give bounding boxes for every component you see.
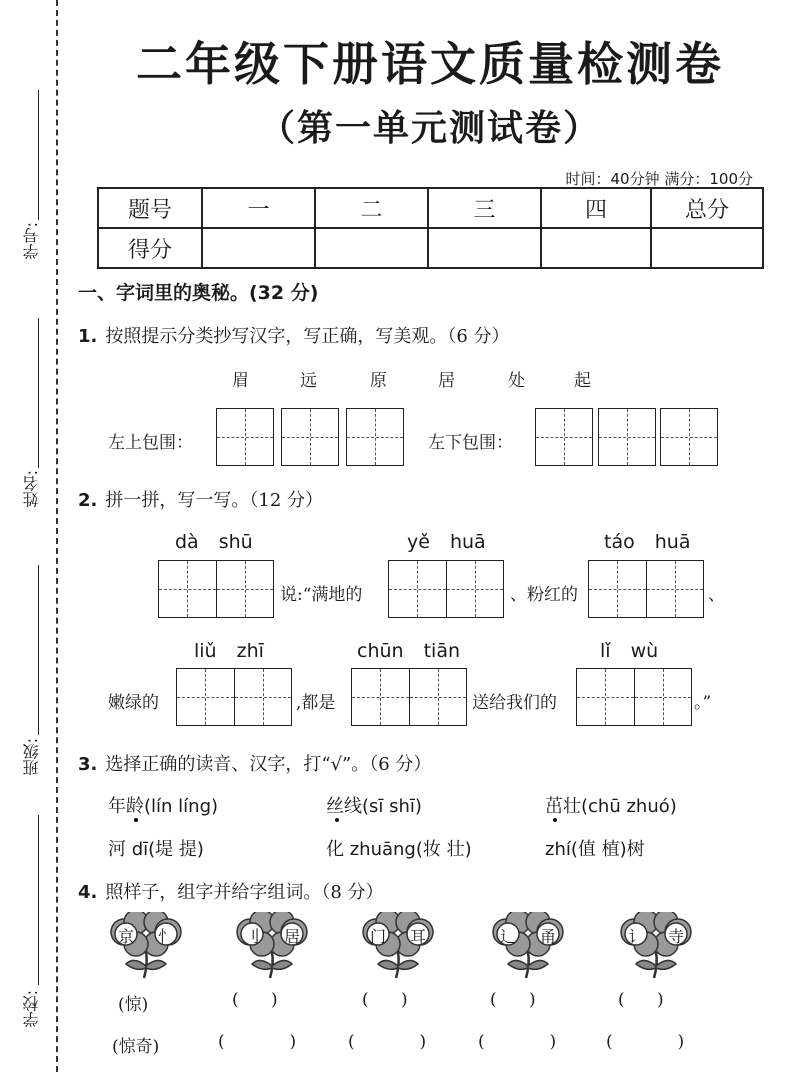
q1-char: 处 (508, 371, 525, 391)
score-row-label: 得分 (98, 228, 202, 268)
flower-part-char: 辶 (500, 927, 517, 946)
sentence-fragment: ,都是 (296, 693, 336, 713)
question-number: 1. (78, 326, 98, 347)
example-char: (惊) (118, 995, 149, 1015)
writing-grid[interactable] (176, 668, 292, 726)
score-table-score-row (98, 228, 763, 268)
score-header-cell: 四 (541, 188, 651, 228)
flower-figure (356, 912, 440, 980)
score-table (97, 187, 764, 269)
q1-char: 原 (370, 371, 387, 391)
sentence-fragment: 、 (708, 585, 725, 605)
flower-part-char: 忄 (158, 927, 175, 946)
score-cell[interactable] (541, 228, 651, 268)
flower-part-char: 京 (118, 927, 135, 946)
flower-figure (104, 912, 188, 980)
writing-grid[interactable] (158, 560, 274, 618)
pinyin-prompt: lǐ wù (600, 640, 659, 662)
pinyin-prompt: táo huā (604, 531, 691, 553)
school-label: 学校: (22, 990, 41, 1028)
score-header-cell: 题号 (98, 188, 202, 228)
flower-part-char: 甬 (540, 927, 557, 946)
q1-char: 远 (300, 371, 317, 391)
answer-blank[interactable]: ( ) (362, 990, 408, 1010)
score-header-cell: 总分 (651, 188, 763, 228)
page-title: 二年级下册语文质量检测卷 (136, 37, 724, 91)
sentence-fragment: 说:“满地的 (280, 585, 363, 605)
question-text: 选择正确的读音、汉字，打“√”。（6 分） (105, 754, 432, 775)
writing-grid[interactable] (576, 668, 692, 726)
q1-char: 眉 (232, 371, 249, 391)
writing-box[interactable] (535, 408, 593, 466)
pinyin-prompt: liǔ zhī (194, 640, 264, 662)
score-cell[interactable] (202, 228, 315, 268)
emphasis-dot (335, 818, 339, 822)
q1-right-label: 左下包围： (428, 433, 513, 453)
answer-blank[interactable]: ( ) (618, 990, 664, 1010)
flower-icon (356, 912, 440, 980)
flower-icon (104, 912, 188, 980)
flower-part-char: 居 (284, 927, 301, 946)
writing-box[interactable] (346, 408, 404, 466)
question-2 (78, 486, 323, 512)
score-cell[interactable] (315, 228, 428, 268)
flower-icon (614, 912, 698, 980)
binding-dashed-line (56, 0, 58, 1072)
answer-blank[interactable]: ( ) (606, 1032, 685, 1052)
choice-item[interactable]: 年龄(lín líng) (108, 796, 219, 817)
writing-grid[interactable] (588, 560, 704, 618)
question-3 (78, 750, 431, 776)
q1-char: 起 (574, 371, 591, 391)
class-label: 班级: (22, 738, 41, 776)
sentence-fragment: 送给我们的 (472, 693, 557, 713)
answer-blank[interactable]: ( ) (218, 1032, 297, 1052)
flower-figure (230, 912, 314, 980)
score-table-header-row (98, 188, 763, 228)
flower-figure (486, 912, 570, 980)
flower-icon (230, 912, 314, 980)
flower-part-char: 讠 (628, 927, 645, 946)
writing-box[interactable] (281, 408, 339, 466)
page-subtitle: （第一单元测试卷） (258, 108, 601, 149)
emphasis-dot (553, 818, 557, 822)
pinyin-prompt: yě huā (407, 531, 486, 553)
writing-box[interactable] (216, 408, 274, 466)
student-id-label: 学号: (22, 222, 41, 260)
flower-part-char: 刂 (244, 927, 261, 946)
flower-part-char: 寺 (668, 927, 685, 946)
question-number: 4. (78, 882, 98, 903)
score-header-cell: 一 (202, 188, 315, 228)
question-1 (78, 322, 510, 348)
choice-item[interactable]: 茁壮(chū zhuó) (545, 796, 677, 817)
score-cell[interactable] (651, 228, 763, 268)
student-id-line (38, 90, 39, 220)
name-label: 姓名: (22, 470, 41, 508)
choice-item[interactable]: 化 zhuāng(妆 壮) (326, 839, 472, 860)
answer-blank[interactable]: ( ) (348, 1032, 427, 1052)
name-line (38, 318, 39, 468)
question-number: 2. (78, 490, 98, 511)
question-number: 3. (78, 754, 98, 775)
sentence-fragment: 、粉红的 (510, 585, 578, 605)
answer-blank[interactable]: ( ) (232, 990, 278, 1010)
sentence-fragment: 嫩绿的 (108, 693, 159, 713)
writing-box[interactable] (660, 408, 718, 466)
example-word: (惊奇) (112, 1037, 160, 1057)
pinyin-prompt: dà shū (175, 531, 253, 553)
flower-icon (486, 912, 570, 980)
school-line (38, 815, 39, 985)
question-text: 照样子，组字并给字组词。（8 分） (105, 882, 384, 903)
choice-item[interactable]: 丝线(sī shī) (326, 796, 422, 817)
flower-part-char: 门 (370, 927, 387, 946)
score-cell[interactable] (428, 228, 541, 268)
exam-meta: 时间：40分钟 满分：100分 (565, 170, 753, 188)
question-4 (78, 878, 384, 904)
question-text: 按照提示分类抄写汉字，写正确，写美观。（6 分） (105, 326, 510, 347)
class-line (38, 565, 39, 735)
answer-blank[interactable]: ( ) (478, 1032, 557, 1052)
score-header-cell: 二 (315, 188, 428, 228)
sentence-fragment: 。” (694, 693, 712, 713)
choice-item[interactable]: 河 dī(堤 提) (108, 839, 204, 860)
q1-left-label: 左上包围： (108, 433, 193, 453)
choice-item[interactable]: zhí(值 植)树 (545, 839, 645, 860)
q1-char: 居 (438, 371, 455, 391)
writing-grid[interactable] (388, 560, 504, 618)
flower-part-char: 耳 (410, 927, 427, 946)
section-1-title: 一、字词里的奥秘。(32 分) (78, 282, 319, 304)
writing-grid[interactable] (351, 668, 467, 726)
score-header-cell: 三 (428, 188, 541, 228)
writing-box[interactable] (598, 408, 656, 466)
flower-figure (614, 912, 698, 980)
question-text: 拼一拼，写一写。（12 分） (105, 490, 323, 511)
answer-blank[interactable]: ( ) (490, 990, 536, 1010)
emphasis-dot (134, 818, 138, 822)
pinyin-prompt: chūn tiān (357, 640, 461, 662)
